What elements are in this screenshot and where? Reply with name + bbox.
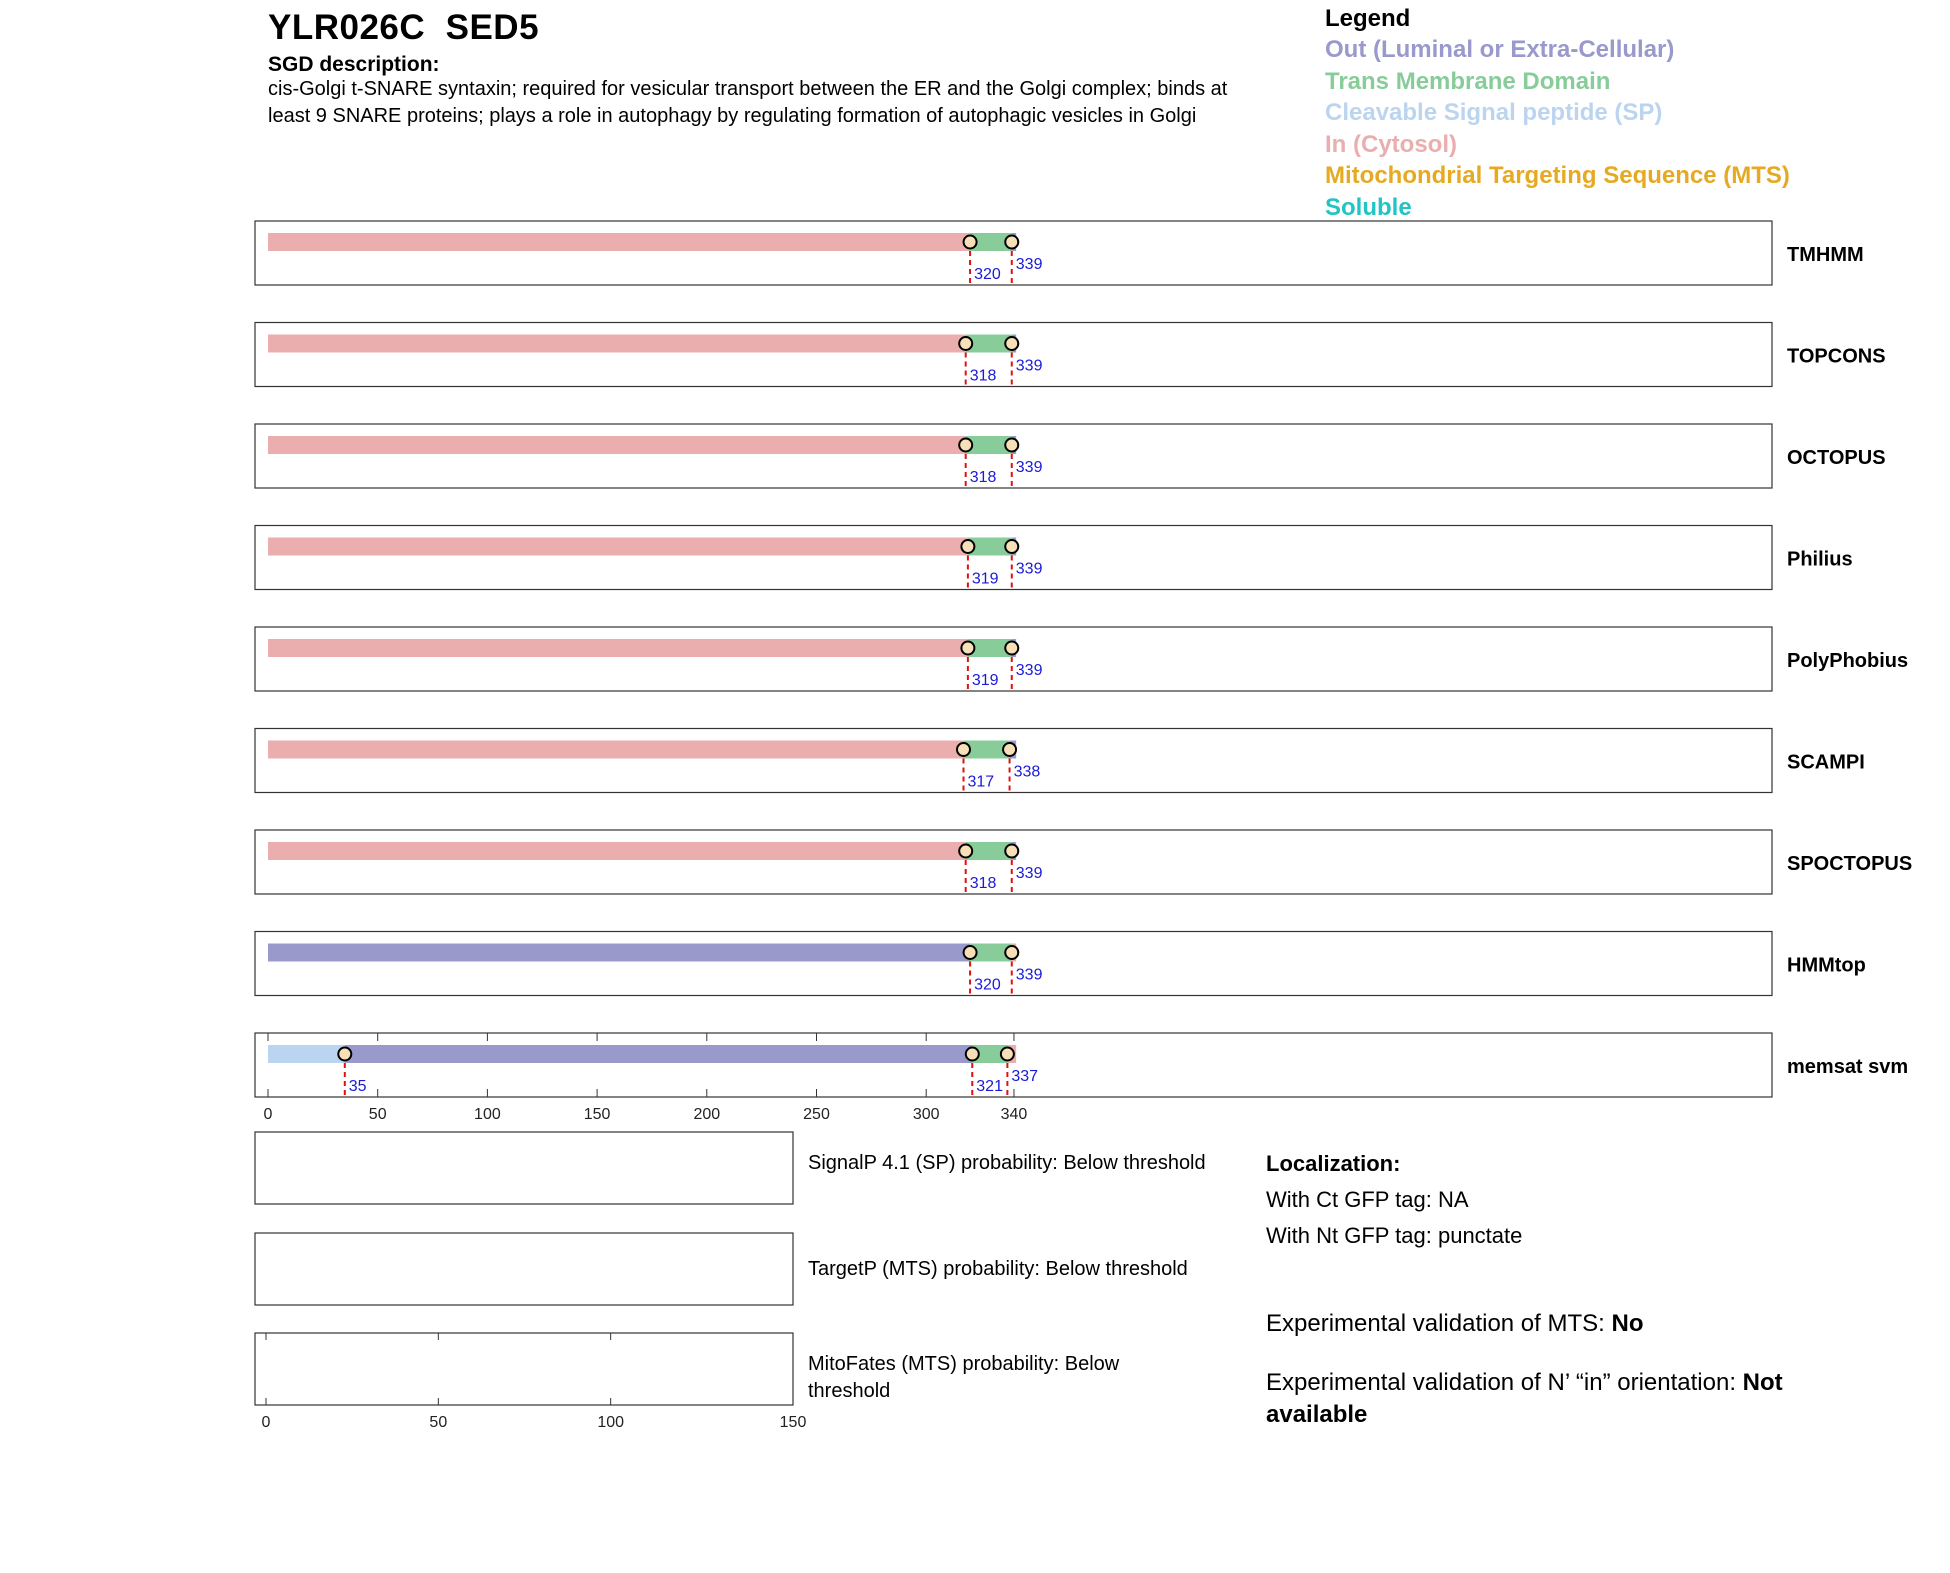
boundary-label: 338 — [1013, 763, 1041, 781]
track-label: memsat svm — [1787, 1056, 1909, 1078]
x-tick-label: 50 — [368, 1106, 387, 1123]
legend-item: Out (Luminal or Extra-Cellular) — [1325, 36, 1675, 63]
boundary-marker — [959, 337, 972, 350]
segment-sp — [268, 1045, 345, 1063]
boundary-label: 339 — [1015, 865, 1043, 882]
boundary-marker — [961, 540, 974, 553]
track-frame — [255, 627, 1772, 691]
boundary-label: 339 — [1015, 357, 1043, 375]
track-frame — [255, 221, 1772, 285]
segment-in — [268, 741, 963, 759]
segment-in — [268, 436, 966, 454]
track-label: HMMtop — [1787, 954, 1866, 977]
x-tick-label: 150 — [779, 1414, 807, 1431]
track-label: SPOCTOPUS — [1787, 853, 1913, 875]
mitofates-label: MitoFates (MTS) probability: Below threshold — [808, 1353, 1120, 1402]
x-tick-label: 0 — [261, 1414, 271, 1431]
gene-title: YLR026C SED5 — [268, 8, 540, 47]
track-frame — [255, 424, 1772, 488]
legend-item: Cleavable Signal peptide (SP) — [1325, 99, 1663, 126]
orientation-validation-value: Not available — [1266, 1369, 1783, 1428]
boundary-label: 318 — [969, 469, 997, 486]
boundary-marker — [959, 439, 972, 452]
track-frame — [255, 729, 1772, 793]
segment-in — [268, 335, 966, 353]
x-tick-label: 250 — [803, 1106, 830, 1123]
boundary-marker — [1005, 946, 1018, 959]
track-label: Philius — [1787, 548, 1853, 571]
signalp-label: SignalP 4.1 (SP) probability: Below threshold — [808, 1152, 1206, 1174]
boundary-marker — [1001, 1048, 1014, 1061]
segment-in — [268, 233, 970, 251]
targetp-label: TargetP (MTS) probability: Below threshold — [808, 1258, 1188, 1280]
orientation-validation — [1266, 1367, 1866, 1431]
boundary-label: 318 — [969, 367, 997, 385]
track-label: TOPCONS — [1787, 345, 1886, 368]
boundary-marker — [338, 1048, 351, 1061]
legend-title: Legend — [1325, 5, 1411, 32]
x-tick-label: 300 — [912, 1106, 940, 1123]
boundary-label: 321 — [976, 1078, 1003, 1095]
track-label: OCTOPUS — [1787, 447, 1886, 469]
x-tick-label: 0 — [263, 1106, 273, 1123]
legend-item: In (Cytosol) — [1325, 130, 1457, 158]
boundary-marker — [1005, 540, 1018, 553]
description-line-2: least 9 SNARE proteins; plays a role in autophagy by regulating formation of autophagic vesicles in Golgi — [268, 105, 1197, 127]
probability-panel — [255, 1333, 793, 1405]
track-label: SCAMPI — [1787, 751, 1865, 774]
boundary-marker — [1005, 337, 1018, 350]
boundary-marker — [966, 1048, 979, 1061]
probability-panel — [255, 1132, 793, 1204]
boundary-marker — [1005, 236, 1018, 249]
x-tick-label: 100 — [597, 1414, 625, 1431]
track-frame — [255, 1033, 1772, 1097]
track-frame — [255, 323, 1772, 387]
segment-out — [345, 1045, 972, 1063]
boundary-label: 319 — [971, 570, 999, 588]
x-tick-label: 340 — [1000, 1106, 1028, 1123]
boundary-label: 320 — [974, 976, 1001, 994]
boundary-label: 320 — [974, 266, 1001, 283]
boundary-label: 317 — [967, 773, 995, 791]
track-frame — [255, 830, 1772, 894]
boundary-label: 339 — [1015, 662, 1043, 679]
boundary-label: 339 — [1015, 459, 1043, 476]
legend-item: Soluble — [1325, 193, 1412, 221]
boundary-marker — [961, 642, 974, 655]
mts-validation-label: Experimental validation of MTS: — [1266, 1310, 1612, 1337]
orientation-validation-label: Experimental validation of N’ “in” orientation: — [1266, 1369, 1743, 1396]
boundary-marker — [959, 845, 972, 858]
track-frame — [255, 526, 1772, 590]
boundary-marker — [1005, 642, 1018, 655]
legend-item: Mitochondrial Targeting Sequence (MTS) — [1325, 162, 1790, 189]
description-label: SGD description: — [268, 53, 440, 76]
description-line-1: cis-Golgi t-SNARE syntaxin; required for vesicular transport between the ER and the Golgi complex; binds at — [268, 78, 1228, 100]
boundary-label: 339 — [1015, 256, 1043, 273]
boundary-marker — [964, 236, 977, 249]
boundary-marker — [957, 743, 970, 756]
track-label: PolyPhobius — [1787, 650, 1909, 672]
x-tick-label: 50 — [429, 1414, 448, 1431]
probability-panel — [255, 1233, 793, 1305]
legend-item: Trans Membrane Domain — [1325, 67, 1611, 95]
boundary-label: 318 — [969, 875, 997, 892]
localization-title: Localization: — [1266, 1151, 1401, 1176]
ct-gfp-tag: With Ct GFP tag: NA — [1266, 1187, 1469, 1212]
nt-gfp-tag: With Nt GFP tag: punctate — [1266, 1223, 1523, 1248]
mts-validation-value: No — [1611, 1310, 1644, 1337]
boundary-label: 319 — [971, 672, 999, 689]
boundary-label: 339 — [1015, 966, 1043, 984]
mts-validation — [1266, 1308, 1866, 1340]
boundary-marker — [1003, 743, 1016, 756]
track-frame — [255, 932, 1772, 996]
boundary-marker — [1005, 439, 1018, 452]
boundary-label: 339 — [1015, 560, 1043, 578]
boundary-marker — [964, 946, 977, 959]
boundary-marker — [1005, 845, 1018, 858]
segment-in — [268, 639, 968, 657]
track-label: TMHMM — [1787, 244, 1864, 266]
x-tick-label: 150 — [583, 1106, 611, 1123]
localization — [1266, 1150, 1522, 1250]
boundary-label: 35 — [348, 1078, 367, 1095]
segment-in — [268, 538, 968, 556]
x-tick-label: 200 — [693, 1106, 721, 1123]
segment-in — [268, 842, 966, 860]
segment-out — [268, 944, 970, 962]
boundary-label: 337 — [1011, 1068, 1039, 1085]
x-tick-label: 100 — [474, 1106, 501, 1123]
